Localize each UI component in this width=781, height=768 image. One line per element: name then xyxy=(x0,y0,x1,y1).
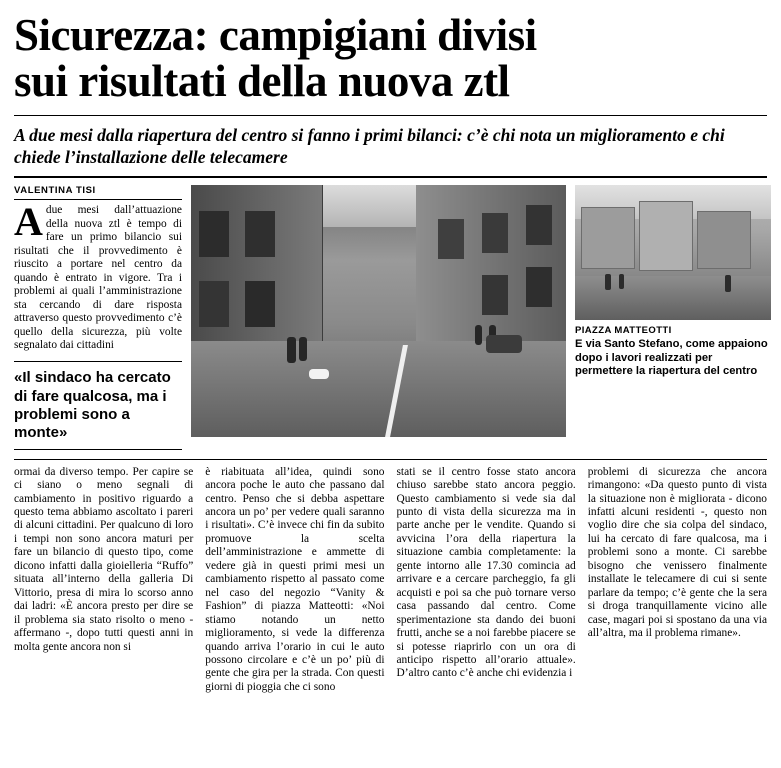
pull-quote-divider xyxy=(14,449,182,450)
photo-pedestrian xyxy=(605,274,611,290)
body-column-4: problemi di sicurezza che ancora rimangono: «Da questo punto di vista la situazione non è migliorata - dicono infatti alcuni residenti -, questo non voglio dire che sia colpa del sindaco, lui ha cercato di fare qualcosa, ma i problemi sono a monte. Ci sarebbe bisogno che venissero finalmente installate le telecamere di cui si sente parlare da tempo; c’è gente che la sera si droga tranquillamente vicino alle case, magari poi si spostano da una via all’altra, ma il problema rimane». xyxy=(587,465,767,640)
main-photo-block xyxy=(191,185,566,437)
headline-line-1: Sicurezza: campigiani divisi xyxy=(14,10,537,60)
body-column-2: è riabituata all’idea, quindi sono ancora poche le auto che passano dal centro. Penso che si debba aspettare ancora un po’ per vedere quali saranno i risultati». C’è invece chi fin da subito promuove la scelta dell’amministrazione e ammette di vedere già in questi primi mesi un cambiamento rispetto al passato come nel caso del negozio “Vanity & Fashion” di piazza Matteotti: «Noi stiamo notando un netto miglioramento, si vede la differenza quando arriva l’orario in cui le auto possono circolare e c’è un po’ più di gente che gira per la strada. Con questi giorni di pioggia che ci sono xyxy=(205,465,385,693)
subheadline: A due mesi dalla riapertura del centro si fanno i primi bilanci: c’è chi nota un miglioramento e chi chiede l’installazione delle telecamere xyxy=(14,124,725,168)
photo-pedestrian xyxy=(287,337,296,363)
body-column-3: stati se il centro fosse stato ancora chiuso sarebbe stato ancora peggio. Questo cambiamento si vede sia dal punto di vista della sicurezza ma in parte anche per le vendite. Quando si avvicina l’ora della riapertura la situazione cambia completamente: la gente intorno alle 17.30 comincia ad arrivare e a cercare parcheggio, fa gli acquisti e poi sa che può tornare verso casa passando dal centro. Come sperimentazione sta dando dei buoni frutti, anche se a noi farebbe piacere se si potesse riaprirlo con un ora di anticipo rispetto all’orario attuale». D’altro canto c’è anche chi evidenzia i xyxy=(396,465,576,680)
photo-building xyxy=(581,207,635,269)
photo-pedestrian xyxy=(619,274,624,289)
photo-pedestrian xyxy=(299,337,307,361)
subhead-divider xyxy=(14,176,767,178)
headline-line-2: sui risultati della nuova ztl xyxy=(14,56,510,107)
photo-pedestrian xyxy=(475,325,482,345)
lead-paragraph: Adue mesi dall’attuazione della nuova ztl è tempo di fare un primo bilancio sui risultati che il provvedimento è riuscito a portare nel centro da quando è entrato in vigore. Tra i problemi ai quali l’amministrazione sta cercando di dare risposta attraverso questo provvedimento c’è quello della sicurezza, più volte segnalato dai cittadini xyxy=(14,199,182,351)
column-right xyxy=(575,185,771,378)
photo-building xyxy=(639,201,693,271)
photo-pedestrian xyxy=(725,275,731,292)
headline-divider xyxy=(14,115,767,116)
upper-section xyxy=(14,185,767,449)
lower-section xyxy=(14,459,767,695)
pull-quote: «Il sindaco ha cercato di fare qualcosa, ma i problemi sono a monte» xyxy=(14,361,182,442)
column-left xyxy=(14,185,182,449)
photo-dog xyxy=(309,369,329,379)
page-title xyxy=(14,12,767,109)
photo-caption-title: PIAZZA MATTEOTTI xyxy=(575,325,672,337)
street-photo xyxy=(191,185,566,437)
photo-road xyxy=(191,341,566,437)
photo-car xyxy=(486,335,522,353)
byline: VALENTINA TISI xyxy=(14,185,96,197)
piazza-photo xyxy=(575,185,771,320)
photo-building xyxy=(697,211,751,269)
photo-caption-body: E via Santo Stefano, come appaiono dopo i lavori realizzati per permettere la riapertura del centro xyxy=(575,338,768,378)
body-column-1: ormai da diverso tempo. Per capire se ci siano o meno segnali di cambiamento in positivo riguardo a questo tema abbiamo ascoltato i pareri di alcuni cittadini. Per qualcuno di loro i tempi non sono ancora maturi per fare un bilancio di questo tipo, come dicono infatti dalla gioielleria “Ruffo” situata all’interno della galleria Di Vittorio, presa di mira lo scorso anno dai ladri: «È ancora presto per dire se il problema sia stato risolto o meno - affermano -, dopo tutti questi anni in molta gente ancora non si xyxy=(14,465,194,653)
